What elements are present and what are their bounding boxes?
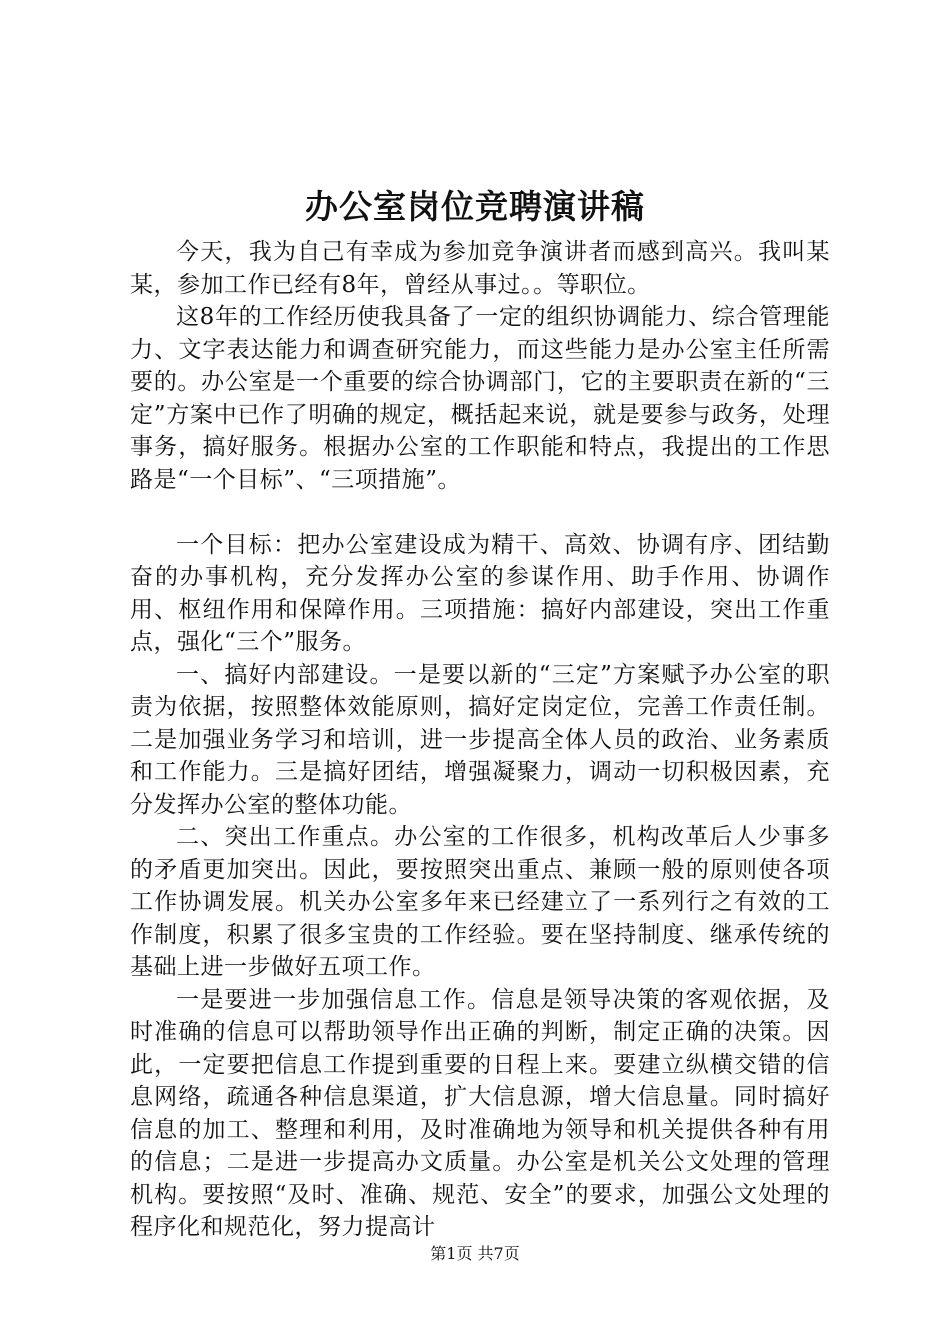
document-body <box>130 236 830 1244</box>
document-title: 办公室岗位竞聘演讲稿 <box>305 187 645 226</box>
paragraph-spacer <box>130 496 830 529</box>
paragraph-key-work: 二、突出工作重点。办公室的工作很多，机构改革后人少事多的矛盾更加突出。因此，要按照突出重点、兼顾一般的原则使各项工作协调发展。机关办公室多年来已经建立了一系列行之有效的工作制度，积累了很多宝贵的工作经验。要在坚持制度、继承传统的基础上进一步做好五项工作。 <box>130 824 830 980</box>
paragraph-goal: 一个目标：把办公室建设成为精干、高效、协调有序、团结勤奋的办事机构，充分发挥办公室的参谋作用、助手作用、协调作用、枢纽作用和保障作用。三项措施：搞好内部建设，突出工作重点，强化“三个”服务。 <box>130 531 830 655</box>
page-number-footer: 第1页 共7页 <box>430 1244 520 1263</box>
paragraph-intro: 今天，我为自己有幸成为参加竞争演讲者而感到高兴。我叫某某，参加工作已经有8年，曾经从事过。。等职位。 <box>130 239 830 298</box>
paragraph-experience: 这8年的工作经历使我具备了一定的组织协调能力、综合管理能力、文字表达能力和调查研究能力，而这些能力是办公室主任所需要的。办公室是一个重要的综合协调部门，它的主要职责在新的“三定”方案中已作了明确的规定，概括起来说，就是要参与政务，处理事务，搞好服务。根据办公室的工作职能和特点，我提出的工作思路是“一个目标”、“三项措施”。 <box>130 304 830 493</box>
paragraph-internal-construction: 一、搞好内部建设。一是要以新的“三定”方案赋予办公室的职责为依据，按照整体效能原则，搞好定岗定位，完善工作责任制。二是加强业务学习和培训，进一步提高全体人员的政治、业务素质和工作能力。三是搞好团结，增强凝聚力，调动一切积极因素，充分发挥办公室的整体功能。 <box>130 661 830 818</box>
paragraph-information-work: 一是要进一步加强信息工作。信息是领导决策的客观依据，及时准确的信息可以帮助领导作出正确的判断，制定正确的决策。因此，一定要把信息工作提到重要的日程上来。要建立纵横交错的信息网络，疏通各种信息渠道，扩大信息源，增大信息量。同时搞好信息的加工、整理和利用，及时准确地为领导和机关提供各种有用的信息；二是进一步提高办文质量。办公室是机关公文处理的管理机构。要按照“及时、准确、规范、安全”的要求，加强公文处理的程序化和规范化，努力提高计 <box>130 986 830 1240</box>
